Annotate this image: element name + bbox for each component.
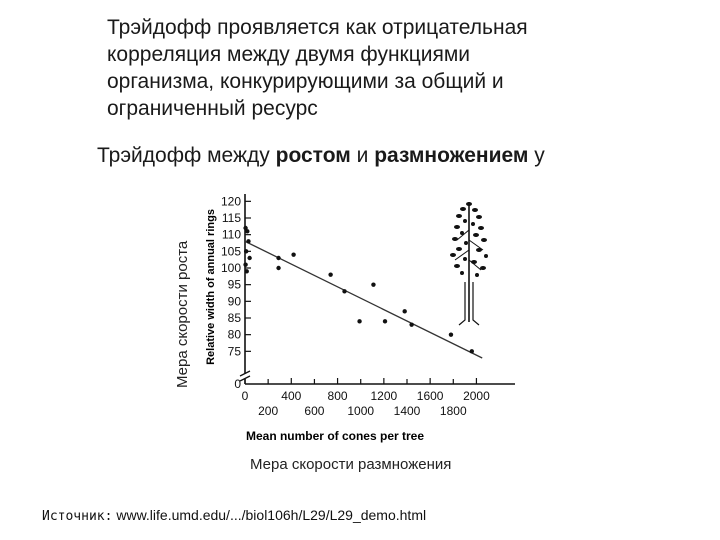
source-line — [42, 507, 426, 524]
data-point — [245, 269, 249, 273]
tree-branch — [469, 240, 483, 250]
data-point — [357, 319, 361, 323]
x-tick-label: 2000 — [463, 389, 490, 403]
tree-foliage — [460, 271, 464, 275]
tree-foliage — [484, 254, 488, 258]
tree-foliage — [476, 215, 482, 219]
tree-foliage — [473, 233, 479, 237]
y-tick-label: 80 — [227, 327, 241, 342]
y-tick-label: 115 — [221, 211, 241, 225]
reproduction-rate-label: Мера скорости размножения — [250, 456, 452, 473]
data-point — [243, 262, 247, 266]
x-tick-label: 800 — [327, 389, 348, 403]
subtitle-prefix: Трэйдофф между — [97, 144, 276, 167]
tree-icon — [450, 202, 488, 325]
data-point — [247, 256, 251, 260]
data-point — [244, 249, 248, 253]
data-point — [383, 319, 387, 323]
tree-foliage — [463, 257, 467, 261]
x-tick-label: 1400 — [393, 404, 421, 418]
data-point — [246, 239, 250, 243]
x-tick-label: 0 — [241, 389, 249, 403]
tree-foliage — [452, 237, 458, 241]
tree-foliage — [454, 264, 460, 268]
subtitle-mid: и — [350, 144, 375, 167]
tree-foliage — [450, 253, 456, 257]
tree-foliage — [466, 202, 472, 206]
y-tick-label: 90 — [227, 294, 241, 309]
y-tick-label: 110 — [221, 227, 241, 242]
x-tick-label: 1200 — [370, 389, 398, 403]
y-tick-label: 85 — [227, 311, 241, 325]
intro-line: организма, конкурирующими за общий и — [107, 70, 504, 93]
data-point — [470, 349, 474, 353]
tree-foliage — [464, 241, 468, 245]
tree-foliage — [475, 273, 479, 277]
tree-foliage — [456, 214, 462, 218]
intro-line: Трэйдофф проявляется как отрицательная — [107, 16, 528, 39]
data-point — [245, 229, 249, 233]
scatter-chart — [195, 180, 525, 450]
subtitle-growth: ростом — [275, 144, 351, 167]
y-tick-label: 120 — [220, 194, 241, 209]
intro-line: корреляция между двумя функциями — [107, 43, 471, 66]
x-tick-label: 200 — [258, 404, 279, 418]
data-point — [328, 272, 332, 276]
subtitle-reproduction: размножением — [374, 144, 529, 167]
tree-foliage — [454, 225, 460, 229]
chart-points — [243, 226, 474, 354]
source-key: Источник: — [42, 509, 113, 524]
data-point — [276, 256, 280, 260]
slide-subtitle — [97, 144, 545, 168]
data-point — [291, 252, 295, 256]
tree-foliage — [472, 208, 478, 212]
data-point — [449, 332, 453, 336]
y-zero-label: 0 — [234, 377, 241, 391]
y-tick-label: 95 — [227, 277, 241, 292]
subtitle-suffix: у — [528, 144, 545, 167]
tree-foliage — [481, 238, 487, 242]
x-tick-label: 1800 — [439, 404, 467, 418]
source-url: www.life.umd.edu/.../biol106h/L29/L29_demo.html — [116, 507, 427, 523]
intro-line: ограниченный ресурс — [107, 97, 318, 120]
tree-foliage — [478, 226, 484, 230]
data-point — [402, 309, 406, 313]
y-tick-label: 100 — [220, 261, 241, 275]
data-point — [409, 322, 413, 326]
data-point — [371, 282, 375, 286]
tree-foliage — [456, 247, 462, 251]
x-tick-label: 1000 — [347, 404, 375, 418]
y-axis-label: Relative width of annual rings — [205, 209, 217, 365]
x-tick-label: 400 — [281, 389, 302, 403]
x-axis-label: Mean number of cones per tree — [245, 429, 425, 443]
data-point — [342, 289, 346, 293]
y-tick-label: 105 — [220, 244, 241, 259]
data-point — [276, 266, 280, 270]
x-tick-label: 600 — [304, 404, 325, 418]
tree-foliage — [463, 219, 467, 223]
tree-foliage — [471, 222, 475, 226]
tree-foliage — [460, 207, 466, 211]
y-tick-label: 75 — [227, 344, 241, 359]
growth-rate-label: Мера скорости роста — [174, 240, 191, 388]
x-tick-label: 1600 — [416, 389, 444, 403]
intro-paragraph — [107, 14, 667, 122]
